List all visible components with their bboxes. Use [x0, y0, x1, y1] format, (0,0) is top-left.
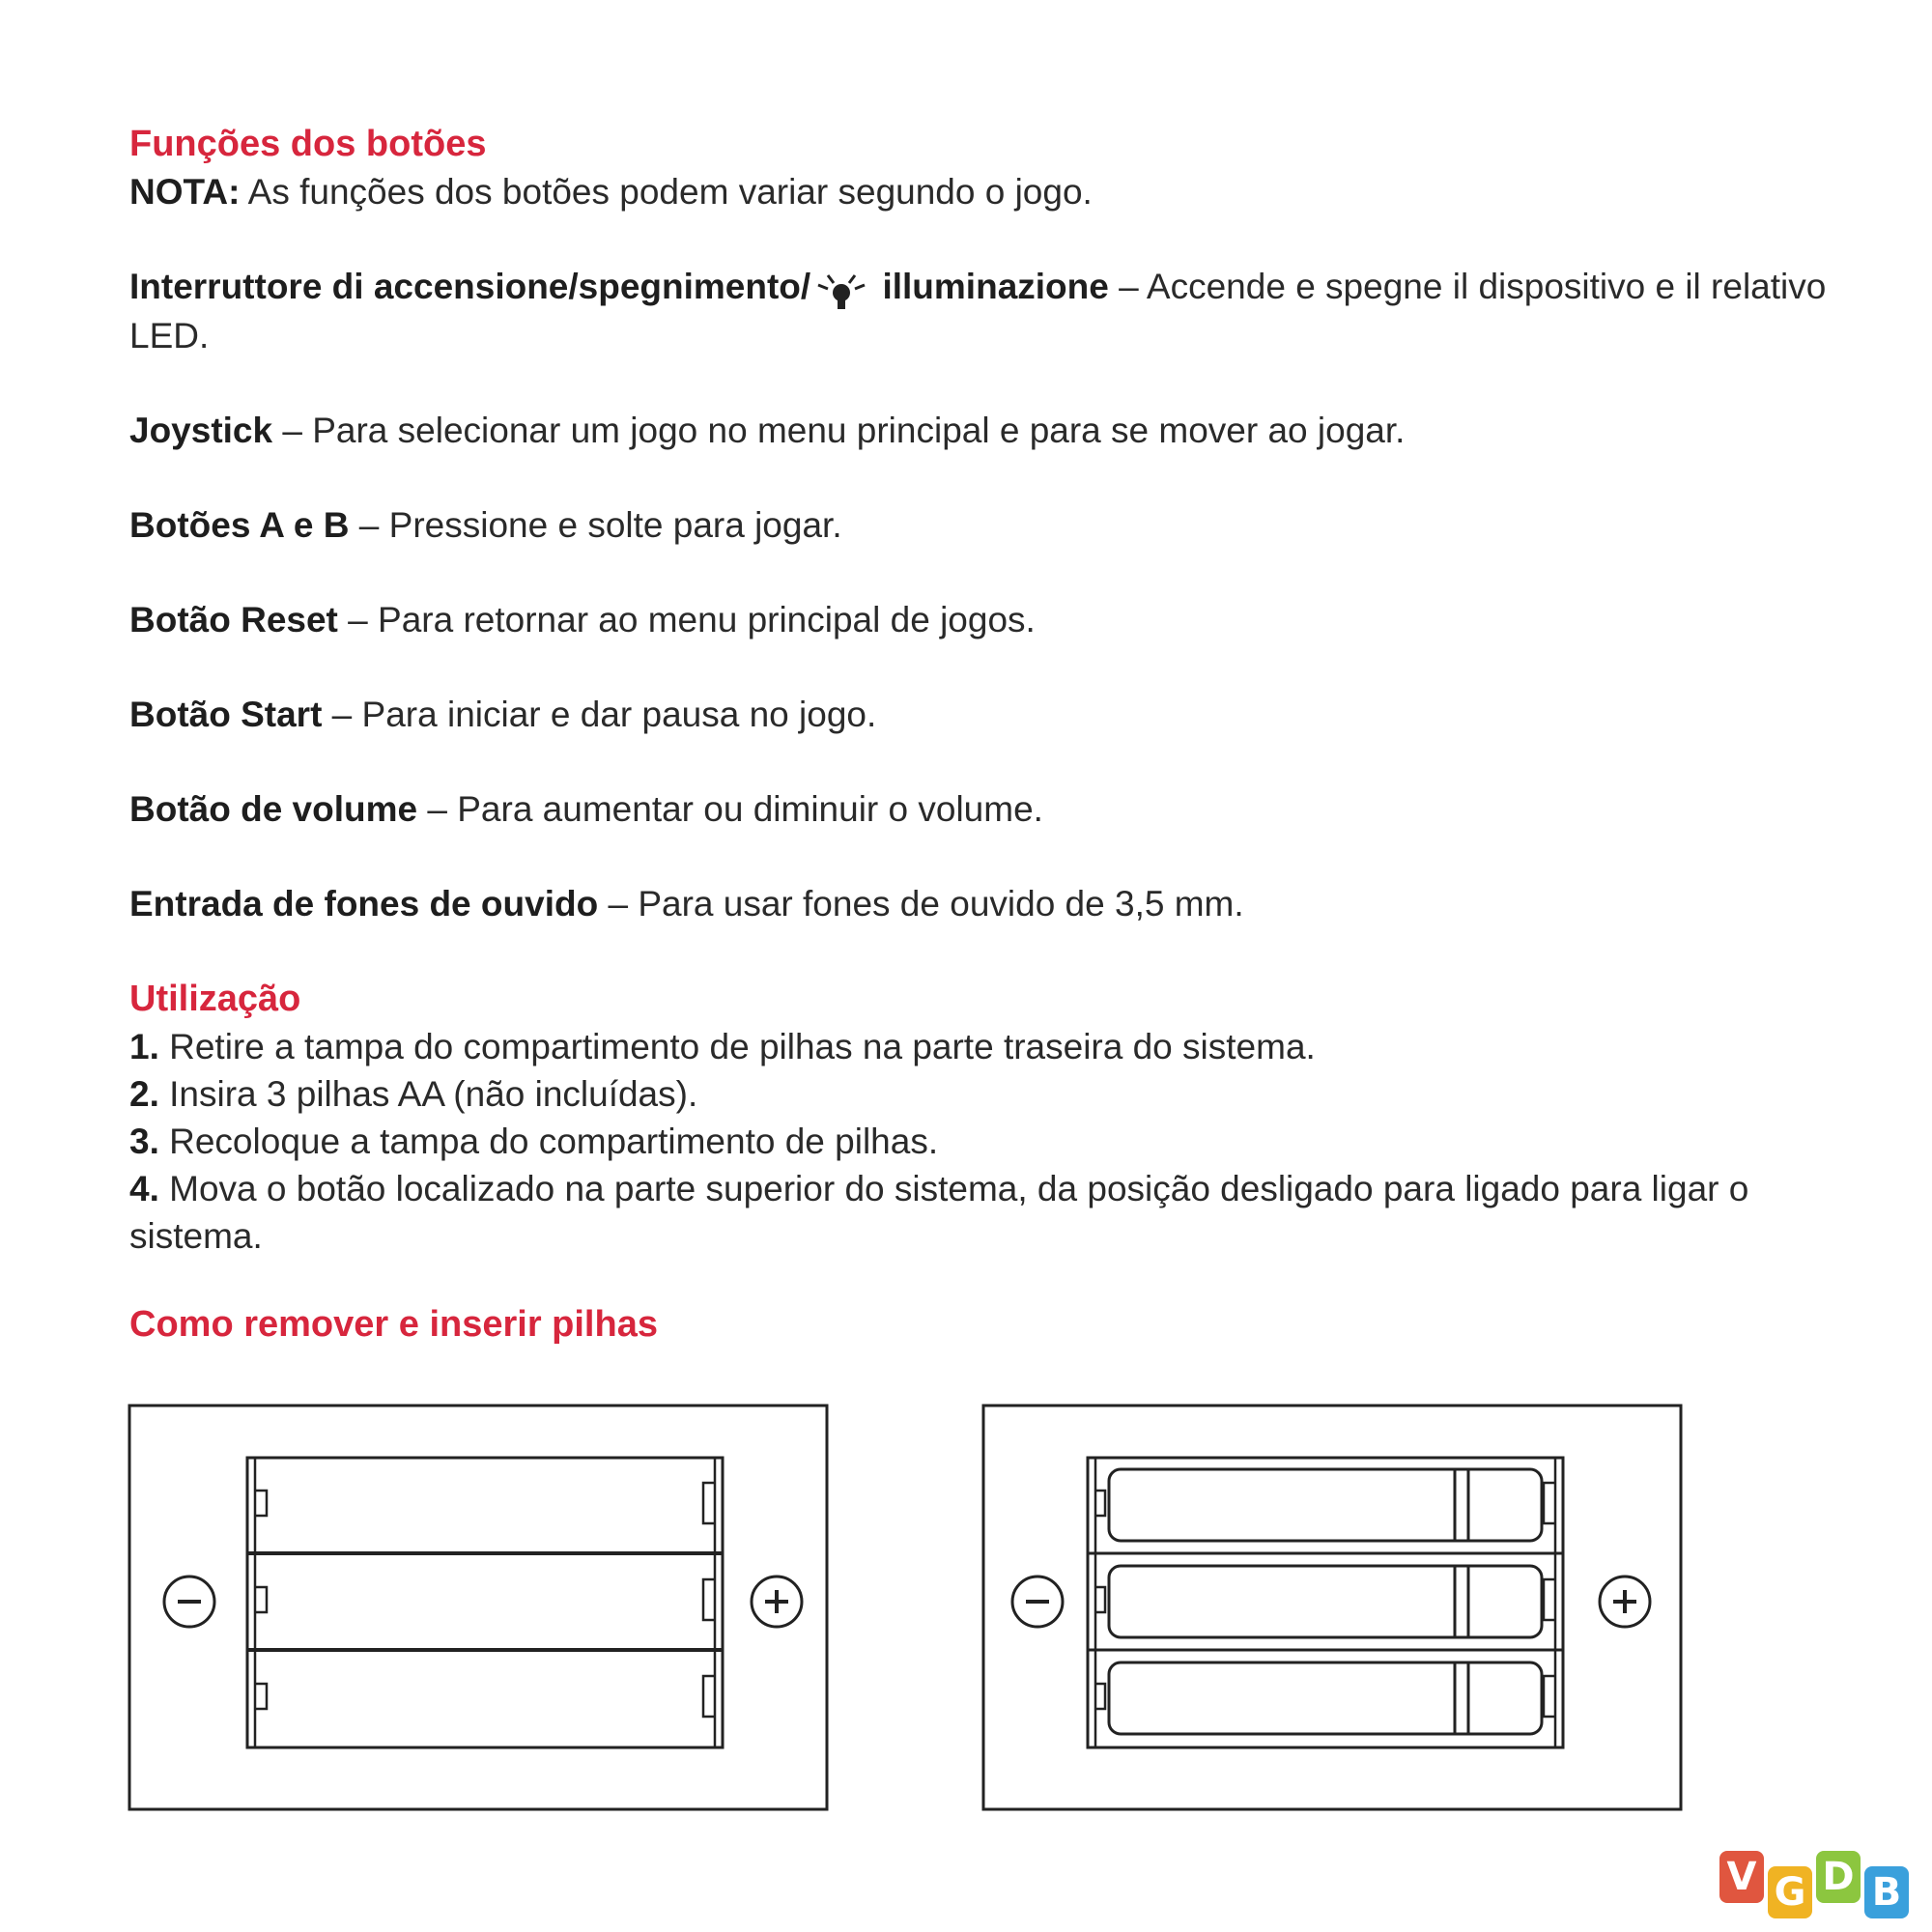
step-text: Retire a tampa do compartimento de pilhas na parte traseira do sistema. — [158, 1027, 1316, 1066]
note-label: NOTA: — [129, 172, 241, 212]
function-item-power — [129, 263, 1830, 359]
watermark-letter: G — [1768, 1866, 1812, 1918]
vgdb-watermark-logo — [1719, 1847, 1918, 1926]
step-number: 3. — [129, 1122, 159, 1161]
minus-icon — [1012, 1577, 1063, 1627]
function-item-reset — [129, 596, 1830, 643]
function-label: Botão de volume — [129, 789, 418, 829]
loaded-battery-compartment — [981, 1404, 1683, 1811]
function-item-start — [129, 691, 1830, 738]
step-number: 1. — [129, 1027, 159, 1066]
usage-step — [129, 1023, 1830, 1070]
usage-step — [129, 1118, 1830, 1165]
function-label: Entrada de fones de ouvido — [129, 884, 599, 923]
watermark-letter: V — [1719, 1851, 1764, 1903]
section-title-batteries: Como remover e inserir pilhas — [129, 1304, 658, 1345]
function-item-ab-buttons — [129, 501, 1830, 549]
function-label: Joystick — [129, 411, 273, 450]
function-item-volume — [129, 785, 1830, 833]
plus-icon — [752, 1577, 802, 1627]
section-title-usage: Utilização — [129, 979, 301, 1019]
function-label: Interruttore di accensione/spegnimento/ — [129, 267, 811, 306]
note-text: As funções dos botões podem variar segundo o jogo. — [240, 172, 1093, 212]
function-description: – Accende e spegne il dispositivo e il relativo LED. — [129, 267, 1827, 355]
function-description: – Para selecionar um jogo no menu principal e para se mover ao jogar. — [272, 411, 1406, 450]
function-item-joystick — [129, 407, 1830, 454]
function-description: – Pressione e solte para jogar. — [349, 505, 842, 545]
watermark-letter: D — [1816, 1851, 1861, 1903]
minus-icon — [164, 1577, 214, 1627]
light-bulb-icon — [814, 268, 868, 312]
watermark-letter: B — [1864, 1866, 1909, 1918]
function-description: – Para retornar ao menu principal de jogos. — [337, 600, 1036, 639]
plus-icon — [1600, 1577, 1650, 1627]
function-label: Botão Reset — [129, 600, 338, 639]
section-title-functions: Funções dos botões — [129, 124, 487, 164]
step-text: Recoloque a tampa do compartimento de pilhas. — [158, 1122, 939, 1161]
usage-step — [129, 1070, 1830, 1118]
function-label-continued: illuminazione — [872, 267, 1109, 306]
function-description: – Para aumentar ou diminuir o volume. — [417, 789, 1043, 829]
function-description: – Para usar fones de ouvido de 3,5 mm. — [598, 884, 1244, 923]
note-paragraph — [129, 168, 1830, 215]
empty-battery-compartment — [128, 1404, 829, 1811]
usage-step — [129, 1165, 1830, 1260]
step-text: Mova o botão localizado na parte superior do sistema, da posição desligado para ligado para ligar o sistema. — [129, 1169, 1749, 1256]
function-item-headphones — [129, 880, 1830, 927]
function-label: Botão Start — [129, 695, 323, 734]
function-description: – Para iniciar e dar pausa no jogo. — [322, 695, 877, 734]
battery-figures — [128, 1404, 1692, 1811]
step-number: 4. — [129, 1169, 159, 1208]
function-label: Botões A e B — [129, 505, 350, 545]
step-text: Insira 3 pilhas AA (não incluídas). — [158, 1074, 698, 1114]
step-number: 2. — [129, 1074, 159, 1114]
manual-page — [129, 120, 1830, 1349]
